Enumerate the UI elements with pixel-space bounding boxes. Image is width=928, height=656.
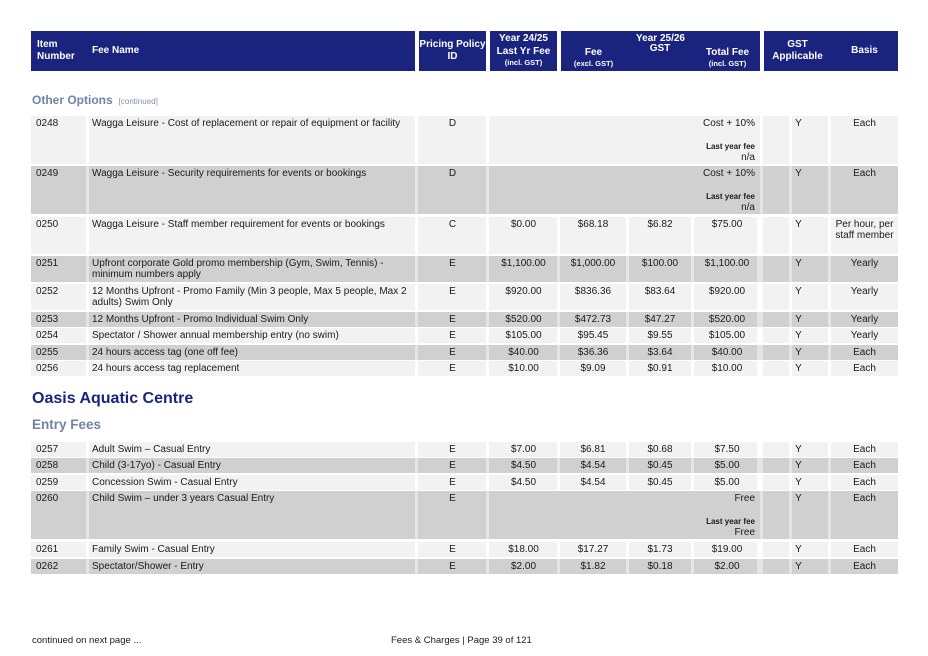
gst-amount: $0.45 bbox=[647, 477, 673, 488]
last-year-fee: $10.00 bbox=[508, 363, 539, 374]
column-divider bbox=[760, 312, 763, 327]
column-divider bbox=[486, 217, 489, 254]
gst-applicable: Y bbox=[795, 219, 802, 230]
fee-note-value: Cost + 10% bbox=[703, 118, 755, 129]
pricing-policy-id: E bbox=[449, 493, 456, 504]
column-divider bbox=[86, 116, 89, 164]
column-divider bbox=[486, 458, 489, 473]
column-divider bbox=[486, 559, 489, 574]
total-fee: $520.00 bbox=[708, 314, 746, 325]
fee-note-label: Last year fee bbox=[706, 192, 755, 201]
fee-excl-gst: $95.45 bbox=[577, 330, 609, 341]
header-gst: GST bbox=[649, 43, 671, 54]
column-divider bbox=[86, 284, 89, 310]
total-fee: $75.00 bbox=[711, 219, 743, 230]
column-divider bbox=[691, 475, 694, 490]
gst-amount: $0.91 bbox=[647, 363, 673, 374]
last-year-fee: $4.50 bbox=[510, 477, 537, 488]
header-fee bbox=[561, 31, 626, 71]
pricing-policy-id: E bbox=[449, 363, 456, 374]
basis: Each bbox=[853, 168, 876, 179]
column-divider bbox=[486, 328, 489, 343]
gst-applicable: Y bbox=[795, 314, 802, 325]
header-total-fee bbox=[695, 31, 760, 71]
basis: Each bbox=[853, 460, 876, 471]
column-divider bbox=[415, 312, 418, 327]
fee-excl-gst: $4.54 bbox=[580, 460, 606, 471]
gst-amount: $6.82 bbox=[647, 219, 673, 230]
table-row bbox=[31, 116, 898, 164]
fee-note bbox=[559, 116, 755, 164]
column-divider bbox=[415, 345, 418, 360]
fee-name: 12 Months Upfront - Promo Individual Swim Only bbox=[92, 314, 309, 325]
column-divider bbox=[760, 542, 763, 557]
column-divider bbox=[86, 475, 89, 490]
header-fee-name: Fee Name bbox=[86, 31, 415, 71]
table-row bbox=[31, 475, 898, 490]
table-row bbox=[31, 284, 898, 310]
fee-note bbox=[559, 491, 755, 539]
fee-note-label: Last year fee bbox=[706, 142, 755, 151]
table-row bbox=[31, 312, 898, 327]
column-divider bbox=[760, 166, 763, 214]
header-fee-label: Fee bbox=[584, 46, 603, 58]
gst-applicable: Y bbox=[795, 347, 802, 358]
item-number: 0261 bbox=[36, 544, 59, 555]
basis: Yearly bbox=[850, 314, 879, 325]
last-year-fee: $520.00 bbox=[505, 314, 542, 325]
header-group-2526: Year 25/26 bbox=[636, 33, 685, 44]
header-pricing-policy: Pricing Policy ID bbox=[419, 31, 486, 71]
item-number: 0254 bbox=[36, 330, 59, 341]
column-divider bbox=[86, 256, 89, 282]
column-divider bbox=[86, 166, 89, 214]
column-divider bbox=[486, 256, 489, 282]
column-divider bbox=[415, 475, 418, 490]
basis: Each bbox=[853, 118, 876, 129]
total-fee: $1,100.00 bbox=[704, 258, 750, 269]
item-number: 0253 bbox=[36, 314, 59, 325]
fee-note-label: Last year fee bbox=[706, 517, 755, 526]
gst-amount: $0.45 bbox=[647, 460, 673, 471]
column-divider bbox=[691, 442, 694, 457]
column-divider bbox=[691, 559, 694, 574]
column-divider bbox=[415, 491, 418, 539]
table-row bbox=[31, 361, 898, 376]
fee-excl-gst: $1.82 bbox=[580, 561, 606, 572]
pricing-policy-id: D bbox=[448, 168, 457, 179]
table-row bbox=[31, 491, 898, 539]
column-divider bbox=[486, 345, 489, 360]
column-divider bbox=[760, 256, 763, 282]
column-divider bbox=[691, 328, 694, 343]
column-divider bbox=[691, 312, 694, 327]
gst-amount: $0.68 bbox=[647, 444, 673, 455]
column-divider bbox=[415, 256, 418, 282]
column-divider bbox=[415, 328, 418, 343]
fee-name: 24 hours access tag (one off fee) bbox=[92, 347, 239, 358]
fee-name: Wagga Leisure - Cost of replacement or repair of equipment or facility bbox=[92, 118, 401, 129]
fee-note-value: Cost + 10% bbox=[703, 168, 755, 179]
header-item-number: Item Number bbox=[31, 31, 86, 71]
basis: Yearly bbox=[850, 286, 879, 297]
table-row bbox=[31, 166, 898, 214]
column-divider bbox=[86, 312, 89, 327]
basis: Each bbox=[853, 347, 876, 358]
fee-excl-gst: $36.36 bbox=[577, 347, 609, 358]
column-divider bbox=[691, 542, 694, 557]
column-divider bbox=[760, 442, 763, 457]
pricing-policy-id: E bbox=[449, 314, 456, 325]
column-divider bbox=[691, 361, 694, 376]
item-number: 0249 bbox=[36, 168, 59, 179]
column-divider bbox=[691, 217, 694, 254]
item-number: 0258 bbox=[36, 460, 59, 471]
basis: Each bbox=[853, 561, 876, 572]
fee-name: Family Swim - Casual Entry bbox=[92, 544, 215, 555]
fee-note-last: n/a bbox=[741, 152, 755, 163]
column-divider bbox=[486, 312, 489, 327]
fee-note-value: Free bbox=[734, 493, 755, 504]
item-number: 0251 bbox=[36, 258, 59, 269]
gst-amount: $3.64 bbox=[647, 347, 673, 358]
column-divider bbox=[415, 442, 418, 457]
fee-excl-gst: $17.27 bbox=[577, 544, 609, 555]
column-divider bbox=[86, 217, 89, 254]
pricing-policy-id: E bbox=[449, 330, 456, 341]
column-divider bbox=[86, 361, 89, 376]
column-divider bbox=[760, 458, 763, 473]
fee-name: 24 hours access tag replacement bbox=[92, 363, 240, 374]
fee-excl-gst: $1,000.00 bbox=[570, 258, 616, 269]
fee-name: Spectator/Shower - Entry bbox=[92, 561, 204, 572]
item-number: 0262 bbox=[36, 561, 59, 572]
last-year-fee: $920.00 bbox=[505, 286, 542, 297]
header-last-yr-incl: (incl. GST) bbox=[504, 57, 543, 67]
header-total-incl: (incl. GST) bbox=[708, 58, 747, 68]
total-fee: $19.00 bbox=[711, 544, 743, 555]
footer-page-number: Fees & Charges | Page 39 of 121 bbox=[391, 635, 532, 646]
column-divider bbox=[415, 458, 418, 473]
fee-excl-gst: $68.18 bbox=[577, 219, 609, 230]
item-number: 0250 bbox=[36, 219, 59, 230]
column-divider bbox=[415, 559, 418, 574]
item-number: 0259 bbox=[36, 477, 59, 488]
column-divider bbox=[486, 491, 489, 539]
section-other-options-title: Other Options bbox=[32, 93, 113, 107]
fee-excl-gst: $472.73 bbox=[574, 314, 612, 325]
last-year-fee: $105.00 bbox=[505, 330, 542, 341]
fee-name: Wagga Leisure - Security requirements for events or bookings bbox=[92, 168, 367, 179]
column-divider bbox=[691, 284, 694, 310]
pricing-policy-id: E bbox=[449, 347, 456, 358]
item-number: 0260 bbox=[36, 493, 59, 504]
gst-applicable: Y bbox=[795, 168, 802, 179]
column-divider bbox=[415, 217, 418, 254]
gst-amount: $1.73 bbox=[647, 544, 673, 555]
header-fee-excl: (excl. GST) bbox=[573, 58, 614, 68]
total-fee: $105.00 bbox=[708, 330, 746, 341]
fee-name: 12 Months Upfront - Promo Family (Min 3 people, Max 5 people, Max 2 adults) Swim Only bbox=[92, 286, 407, 308]
basis: Yearly bbox=[850, 330, 879, 341]
column-divider bbox=[486, 116, 489, 164]
table-row bbox=[31, 542, 898, 557]
basis: Per hour, per staff member bbox=[835, 219, 894, 241]
last-year-fee: $4.50 bbox=[510, 460, 537, 471]
last-year-fee: $18.00 bbox=[508, 544, 539, 555]
column-divider bbox=[86, 458, 89, 473]
gst-applicable: Y bbox=[795, 444, 802, 455]
table-row bbox=[31, 256, 898, 282]
footer-continued: continued on next page ... bbox=[32, 635, 142, 646]
header-total-fee-label: Total Fee bbox=[705, 46, 750, 58]
basis: Each bbox=[853, 363, 876, 374]
column-divider bbox=[760, 284, 763, 310]
section-continued-label: [continued] bbox=[118, 97, 158, 106]
column-divider bbox=[415, 166, 418, 214]
column-divider bbox=[760, 217, 763, 254]
table-row bbox=[31, 328, 898, 343]
column-divider bbox=[760, 328, 763, 343]
gst-amount: $47.27 bbox=[644, 314, 676, 325]
total-fee: $40.00 bbox=[711, 347, 743, 358]
fee-name: Spectator / Shower annual membership entry (no swim) bbox=[92, 330, 339, 341]
fee-name: Adult Swim – Casual Entry bbox=[92, 444, 211, 455]
column-divider bbox=[486, 361, 489, 376]
column-divider bbox=[415, 542, 418, 557]
gst-amount: $100.00 bbox=[641, 258, 679, 269]
section-other-options bbox=[32, 93, 158, 107]
column-divider bbox=[86, 491, 89, 539]
last-year-fee: $1,100.00 bbox=[501, 258, 546, 269]
column-divider bbox=[415, 116, 418, 164]
column-divider bbox=[415, 284, 418, 310]
gst-amount: $0.18 bbox=[647, 561, 673, 572]
section-oasis-title: Oasis Aquatic Centre bbox=[32, 390, 194, 407]
column-divider bbox=[86, 345, 89, 360]
gst-applicable: Y bbox=[795, 258, 802, 269]
header-basis: Basis bbox=[831, 31, 898, 71]
header-group-2425: Year 24/25 bbox=[499, 33, 548, 44]
fee-name: Concession Swim - Casual Entry bbox=[92, 477, 238, 488]
fee-excl-gst: $6.81 bbox=[580, 444, 606, 455]
column-divider bbox=[760, 361, 763, 376]
fee-note bbox=[559, 166, 755, 214]
gst-applicable: Y bbox=[795, 477, 802, 488]
basis: Each bbox=[853, 493, 876, 504]
column-divider bbox=[760, 491, 763, 539]
gst-applicable: Y bbox=[795, 363, 802, 374]
basis: Each bbox=[853, 444, 876, 455]
table-row bbox=[31, 559, 898, 574]
fee-name: Child Swim – under 3 years Casual Entry bbox=[92, 493, 275, 504]
basis: Each bbox=[853, 477, 876, 488]
pricing-policy-id: E bbox=[449, 258, 456, 269]
column-divider bbox=[486, 166, 489, 214]
gst-amount: $9.55 bbox=[647, 330, 673, 341]
pricing-policy-id: E bbox=[449, 477, 456, 488]
total-fee: $10.00 bbox=[711, 363, 743, 374]
gst-applicable: Y bbox=[795, 330, 802, 341]
column-divider bbox=[486, 475, 489, 490]
fee-name: Wagga Leisure - Staff member requirement for events or bookings bbox=[92, 219, 385, 230]
item-number: 0248 bbox=[36, 118, 59, 129]
gst-applicable: Y bbox=[795, 544, 802, 555]
column-divider bbox=[486, 442, 489, 457]
fee-name: Child (3-17yo) - Casual Entry bbox=[92, 460, 221, 471]
gst-applicable: Y bbox=[795, 286, 802, 297]
column-divider bbox=[760, 345, 763, 360]
basis: Each bbox=[853, 544, 876, 555]
column-divider bbox=[691, 345, 694, 360]
column-divider bbox=[691, 256, 694, 282]
last-year-fee: $7.00 bbox=[510, 444, 537, 455]
column-divider bbox=[760, 116, 763, 164]
item-number: 0256 bbox=[36, 363, 59, 374]
basis: Yearly bbox=[850, 258, 879, 269]
fee-excl-gst: $4.54 bbox=[580, 477, 606, 488]
pricing-policy-id: E bbox=[449, 561, 456, 572]
gst-applicable: Y bbox=[795, 460, 802, 471]
pricing-policy-id: E bbox=[449, 444, 456, 455]
pricing-policy-id: D bbox=[448, 118, 457, 129]
fee-excl-gst: $836.36 bbox=[574, 286, 612, 297]
last-year-fee: $0.00 bbox=[510, 219, 537, 230]
column-divider bbox=[691, 458, 694, 473]
header-gst-applicable: GST Applicable bbox=[764, 31, 831, 71]
item-number: 0252 bbox=[36, 286, 59, 297]
total-fee: $5.00 bbox=[714, 477, 740, 488]
fee-excl-gst: $9.09 bbox=[580, 363, 606, 374]
table-row bbox=[31, 217, 898, 254]
column-divider bbox=[86, 442, 89, 457]
column-divider bbox=[760, 559, 763, 574]
pricing-policy-id: E bbox=[449, 544, 456, 555]
gst-amount: $83.64 bbox=[644, 286, 676, 297]
column-divider bbox=[486, 284, 489, 310]
pricing-policy-id: E bbox=[449, 460, 456, 471]
column-divider bbox=[86, 559, 89, 574]
table-header bbox=[31, 31, 898, 71]
table-row bbox=[31, 442, 898, 457]
table-row bbox=[31, 458, 898, 473]
gst-applicable: Y bbox=[795, 118, 802, 129]
last-year-fee: $2.00 bbox=[510, 561, 537, 572]
item-number: 0255 bbox=[36, 347, 59, 358]
total-fee: $5.00 bbox=[714, 460, 740, 471]
fee-note-last: n/a bbox=[741, 202, 755, 213]
gst-applicable: Y bbox=[795, 561, 802, 572]
fee-note-last: Free bbox=[734, 527, 755, 538]
column-divider bbox=[760, 475, 763, 490]
fee-name: Upfront corporate Gold promo membership (Gym, Swim, Tennis) - minimum numbers apply bbox=[92, 258, 384, 280]
section-entry-fees: Entry Fees bbox=[32, 417, 102, 432]
pricing-policy-id: C bbox=[448, 219, 457, 230]
item-number: 0257 bbox=[36, 444, 59, 455]
column-divider bbox=[415, 361, 418, 376]
total-fee: $7.50 bbox=[714, 444, 740, 455]
column-divider bbox=[486, 542, 489, 557]
column-divider bbox=[86, 542, 89, 557]
last-year-fee: $40.00 bbox=[508, 347, 539, 358]
pricing-policy-id: E bbox=[449, 286, 456, 297]
header-last-yr-fee-label: Last Yr Fee bbox=[496, 45, 551, 57]
total-fee: $2.00 bbox=[714, 561, 740, 572]
column-divider bbox=[86, 328, 89, 343]
table-row bbox=[31, 345, 898, 360]
total-fee: $920.00 bbox=[708, 286, 746, 297]
gst-applicable: Y bbox=[795, 493, 802, 504]
